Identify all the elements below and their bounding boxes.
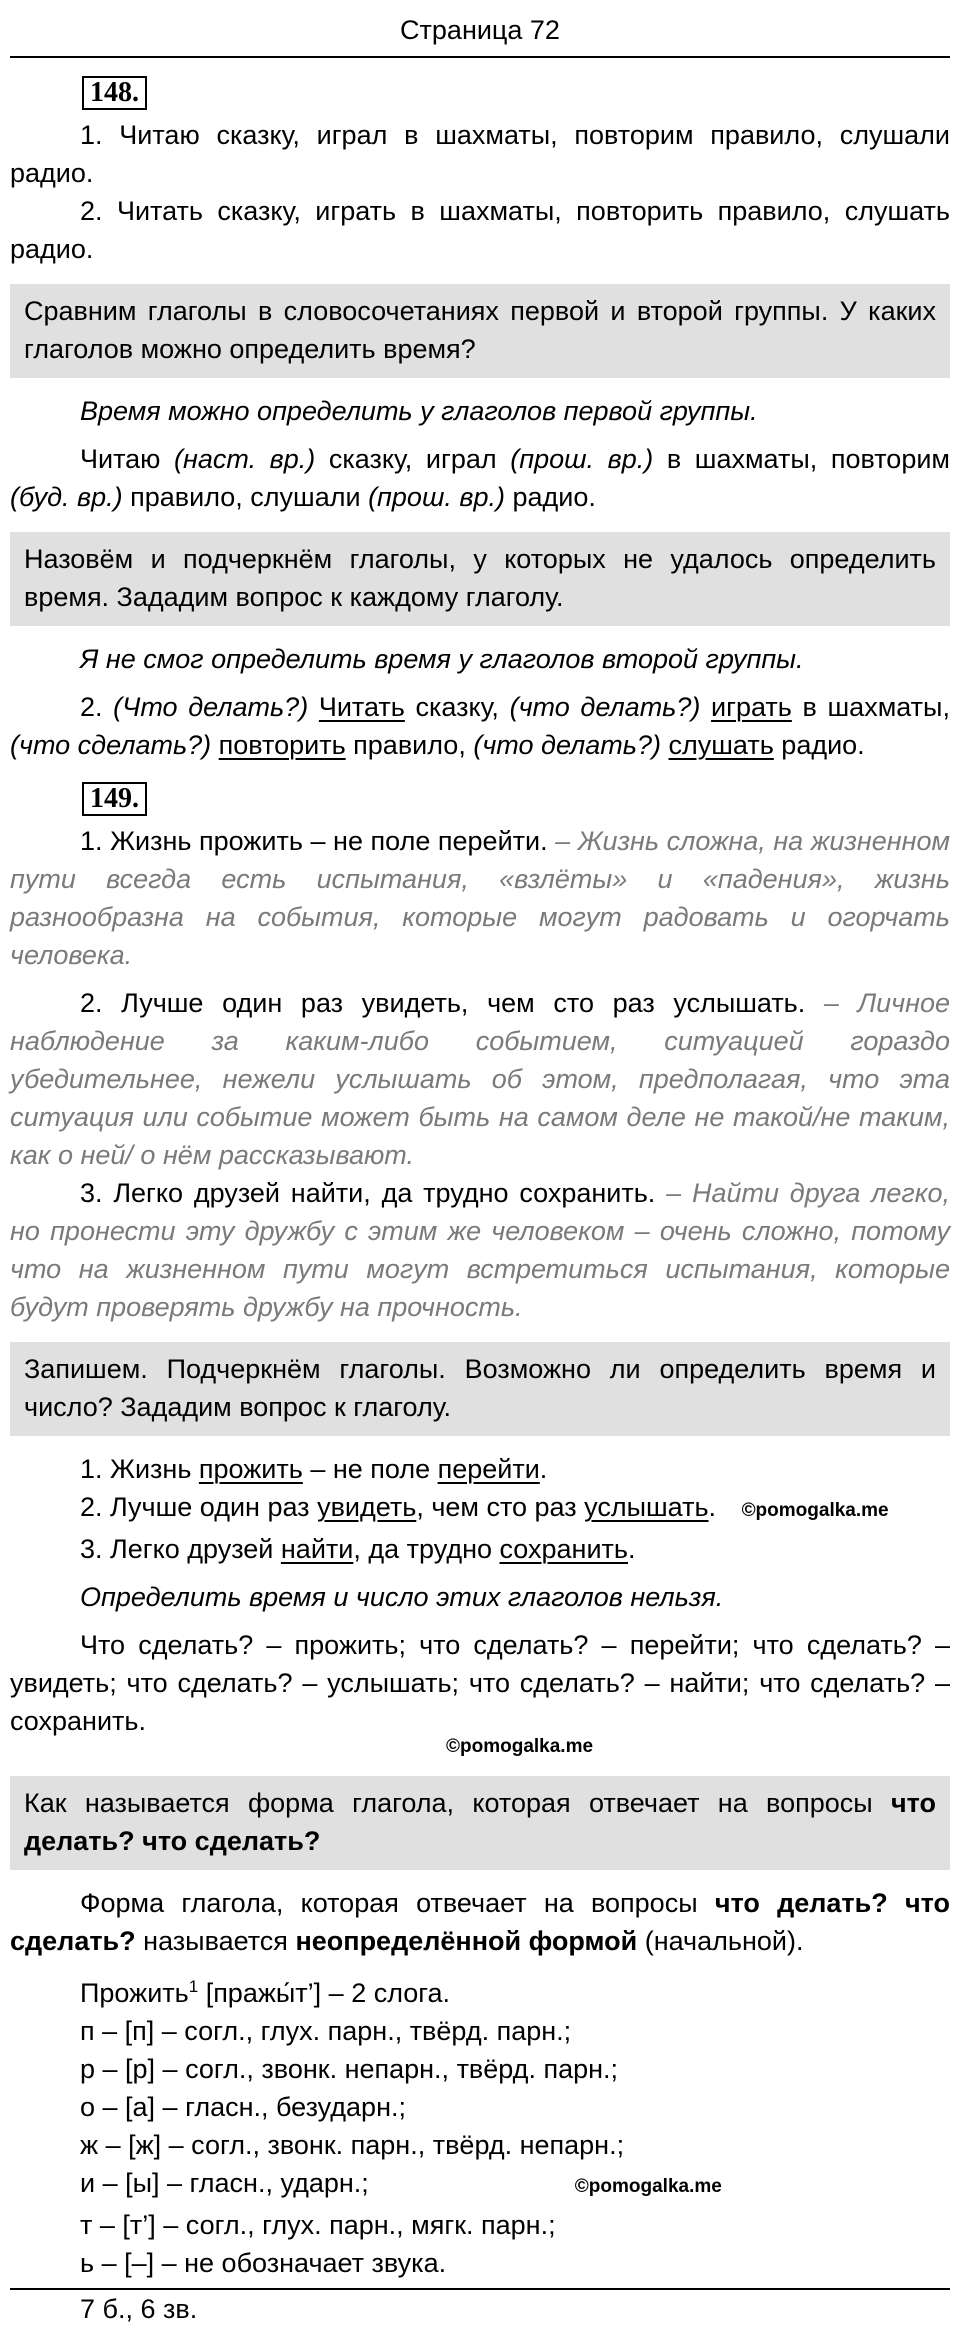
verbs-line-1: 1. Жизнь прожить – не поле перейти. xyxy=(80,1454,548,1484)
phonetic-header: Прожить$^1$ [пражы́т’] – 2 слога. xyxy=(80,1977,451,2008)
watermark: ©pomogalka.me xyxy=(446,1736,594,1757)
exercise-149-number: 149. xyxy=(82,782,147,816)
ex149-answer-3: Форма глагола, которая отвечает на вопросы что делать? что сделать? называется неопределённой формой (начальной). xyxy=(10,1888,950,1956)
watermark: ©pomogalka.me xyxy=(741,1500,889,1521)
ex148-answer-3: Я не смог определить время у глаголов второй группы. xyxy=(80,644,804,674)
ex149-answer-1: Определить время и число этих глаголов нельзя. xyxy=(80,1582,724,1612)
phonetic-line: и – [ы] – гласн., ударн.; ©pomogalka.me xyxy=(80,2168,722,2198)
verbs-line-3: 3. Легко друзей найти, да трудно сохранить. xyxy=(80,1534,636,1564)
ex149-question-1: Запишем. Подчеркнём глаголы. Возможно ли определить время и число? Зададим вопрос к глаголу. xyxy=(10,1342,950,1436)
phonetic-total: 7 б., 6 зв. xyxy=(80,2294,198,2324)
proverb-3: 3. Легко друзей найти, да трудно сохранить. – Найти друга легко, но пронести эту дружбу с этим же человеком – очень сложно, потому что на жизненном пути могут встретиться испытания, которые будут проверять дружбу на прочность. xyxy=(10,1178,951,1322)
ex148-sentence-2: 2. Читать сказку, играть в шахматы, повторить правило, слушать радио. xyxy=(10,196,950,264)
ex149-question-2: Как называется форма глагола, которая отвечает на вопросы что делать? что сделать? xyxy=(10,1776,950,1870)
phonetic-line: п – [п] – согл., глух. парн., твёрд. парн.; xyxy=(80,2016,572,2046)
phonetic-line: ь – [–] – не обозначает звука. xyxy=(80,2248,447,2278)
ex148-answer-4: 2. (Что делать?) Читать сказку, (что делать?) играть в шахматы, (что сделать?) повторить правило, (что делать?) слушать радио. xyxy=(10,692,950,760)
proverb-2: 2. Лучше один раз увидеть, чем сто раз услышать. – Личное наблюдение за каким-либо событием, ситуацией гораздо убедительнее, нежели услышать об этом, предполагая, что эта ситуация или событие может быть на самом деле не такой/не таким, как о ней/ о нём рассказывают. xyxy=(10,988,950,1170)
exercise-148-number: 148. xyxy=(82,76,147,110)
ex148-answer-1: Время можно определить у глаголов первой группы. xyxy=(80,396,758,426)
watermark: ©pomogalka.me xyxy=(574,2176,722,2197)
phonetic-line: т – [т’] – согл., глух. парн., мягк. парн.; xyxy=(80,2210,556,2240)
ex148-sentence-1: 1. Читаю сказку, играл в шахматы, повторим правило, слушали радио. xyxy=(10,120,950,188)
phonetic-line: р – [р] – согл., звонк. непарн., твёрд. парн.; xyxy=(80,2054,619,2084)
verbs-line-2: 2. Лучше один раз увидеть, чем сто раз услышать. ©pomogalka.me xyxy=(80,1492,889,1522)
ex149-answer-2: Что сделать? – прожить; что сделать? – перейти; что сделать? – увидеть; что сделать? – услышать; что сделать? – найти; что сделать? – сохранить. xyxy=(10,1630,950,1736)
ex148-answer-2: Читаю (наст. вр.) сказку, играл (прош. вр.) в шахматы, повторим (буд. вр.) правило, слушали (прош. вр.) радио. xyxy=(10,444,950,512)
phonetic-line: о – [а] – гласн., безударн.; xyxy=(80,2092,406,2122)
ex148-question-2: Назовём и подчеркнём глаголы, у которых не удалось определить время. Зададим вопрос к каждому глаголу. xyxy=(10,532,950,626)
proverb-1: 1. Жизнь прожить – не поле перейти. – Жизнь сложна, на жизненном пути всегда есть испытания, «взлёты» и «падения», жизнь разнообразна на события, которые могут радовать и огорчать человека. xyxy=(10,826,951,970)
page-title: Страница 72 xyxy=(10,0,950,58)
phonetic-line: ж – [ж] – согл., звонк. парн., твёрд. непарн.; xyxy=(80,2130,625,2160)
page xyxy=(10,0,950,2328)
ex148-question-1: Сравним глаголы в словосочетаниях первой и второй группы. У каких глаголов можно определить время? xyxy=(10,284,950,378)
